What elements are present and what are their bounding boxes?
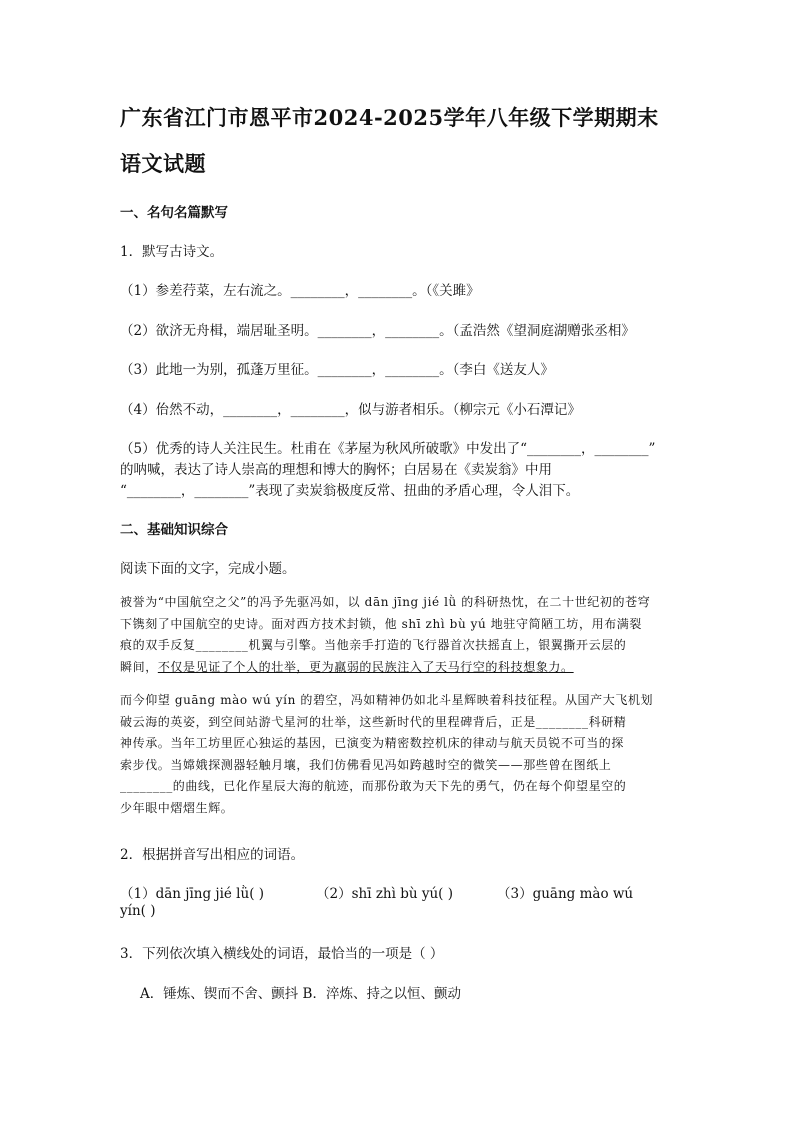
question-1-item-5-line-3: “________，________”表现了卖炭翁极度反常、扭曲的矛盾心理，令人泪下。 bbox=[120, 483, 580, 499]
passage-paragraph-1 bbox=[120, 592, 676, 678]
question-1: 1．默写古诗文。 bbox=[120, 244, 224, 260]
reading-intro: 阅读下面的文字，完成小题。 bbox=[120, 561, 296, 577]
question-3: 3．下列依次填入横线处的词语，最恰当的一项是（ ） bbox=[120, 946, 444, 962]
section-heading-2: 二、基础知识综合 bbox=[120, 522, 228, 538]
passage-1-line-4-lead: 瞬间， bbox=[120, 659, 158, 674]
question-2-item-2: （2）shī zhì bù yú( ) bbox=[316, 886, 454, 902]
question-2-item-1: （1）dān jīng jié lǜ( ) bbox=[120, 886, 265, 902]
section-heading-1: 一、名句名篇默写 bbox=[120, 205, 228, 221]
question-1-item-5-line-2: 的呐喊，表达了诗人崇高的理想和博大的胸怀；白居易在《卖炭翁》中用 bbox=[120, 462, 552, 478]
question-2-item-3-cont: yín( ) bbox=[120, 903, 156, 919]
passage-2-line-4: 索步伐。当嫦娥探测器轻触月壤，我们仿佛看见冯如跨越时空的微笑——那些曾在图纸上 bbox=[120, 757, 612, 772]
page-title: 广东省江门市恩平市2024-2025学年八年级下学期期末语文试题 bbox=[120, 105, 659, 176]
passage-1-line-2: 下镌刻了中国航空的史诗。面对西方技术封锁，他 shī zhì bù yú 地驻守简陋工坊，用布满裂 bbox=[120, 616, 643, 631]
question-2: 2．根据拼音写出相应的词语。 bbox=[120, 847, 305, 863]
question-3-options: A．锤炼、锲而不舍、颤抖 B．淬炼、持之以恒、颤动 bbox=[140, 986, 461, 1002]
question-1-item-1: （1）参差荇菜，左右流之。________，________。（《关雎》 bbox=[120, 283, 480, 299]
passage-2-line-6: 少年眼中熠熠生辉。 bbox=[120, 800, 234, 815]
question-1-item-4: （4）佁然不动，________，________，似与游者相乐。（柳宗元《小石潭记》 bbox=[120, 402, 581, 418]
passage-2-line-2: 破云海的英姿，到空间站游弋星河的壮举，这些新时代的里程碑背后，正是________科研精 bbox=[120, 714, 627, 729]
passage-2-line-5: ________的曲线，已化作星辰大海的航迹，而那份敢为天下先的勇气，仍在每个仰望星空的 bbox=[120, 779, 627, 793]
passage-2-line-1: 而今仰望 guāng mào wú yín 的碧空，冯如精神仍如北斗星辉映着科技征程。从国产大飞机划 bbox=[120, 693, 654, 707]
passage-1-line-4 bbox=[120, 657, 676, 679]
underlined-sentence: 不仅是见证了个人的壮举，更为羸弱的民族注入了天马行空的科技想象力。 bbox=[157, 659, 574, 674]
passage-1-line-1: 被誉为“中国航空之父”的冯予先驱冯如，以 dān jīng jié lǜ 的科研热忱，在二十世纪初的苍穹 bbox=[120, 595, 651, 609]
passage-1-line-3: 痕的双手反复________机翼与引擎。当他亲手打造的飞行器首次扶摇直上，银翼撕开云层的 bbox=[120, 638, 627, 652]
question-1-item-5-line-1: （5）优秀的诗人关注民生。杜甫在《茅屋为秋风所破歌》中发出了“________，________” bbox=[120, 441, 656, 457]
passage-2-line-3: 神传承。当年工坊里匠心独运的基因，已演变为精密数控机床的律动与航天员锐不可当的探 bbox=[120, 736, 625, 750]
question-1-item-3: （3）此地一为别，孤蓬万里征。________，________。（李白《送友人》 bbox=[120, 362, 554, 378]
question-1-item-2: （2）欲济无舟楫，端居耻圣明。________，________。（孟浩然《望洞庭湖赠张丞相》 bbox=[120, 323, 635, 339]
passage-paragraph-2 bbox=[120, 690, 676, 819]
question-2-item-3: （3）guāng mào wú bbox=[497, 886, 634, 902]
